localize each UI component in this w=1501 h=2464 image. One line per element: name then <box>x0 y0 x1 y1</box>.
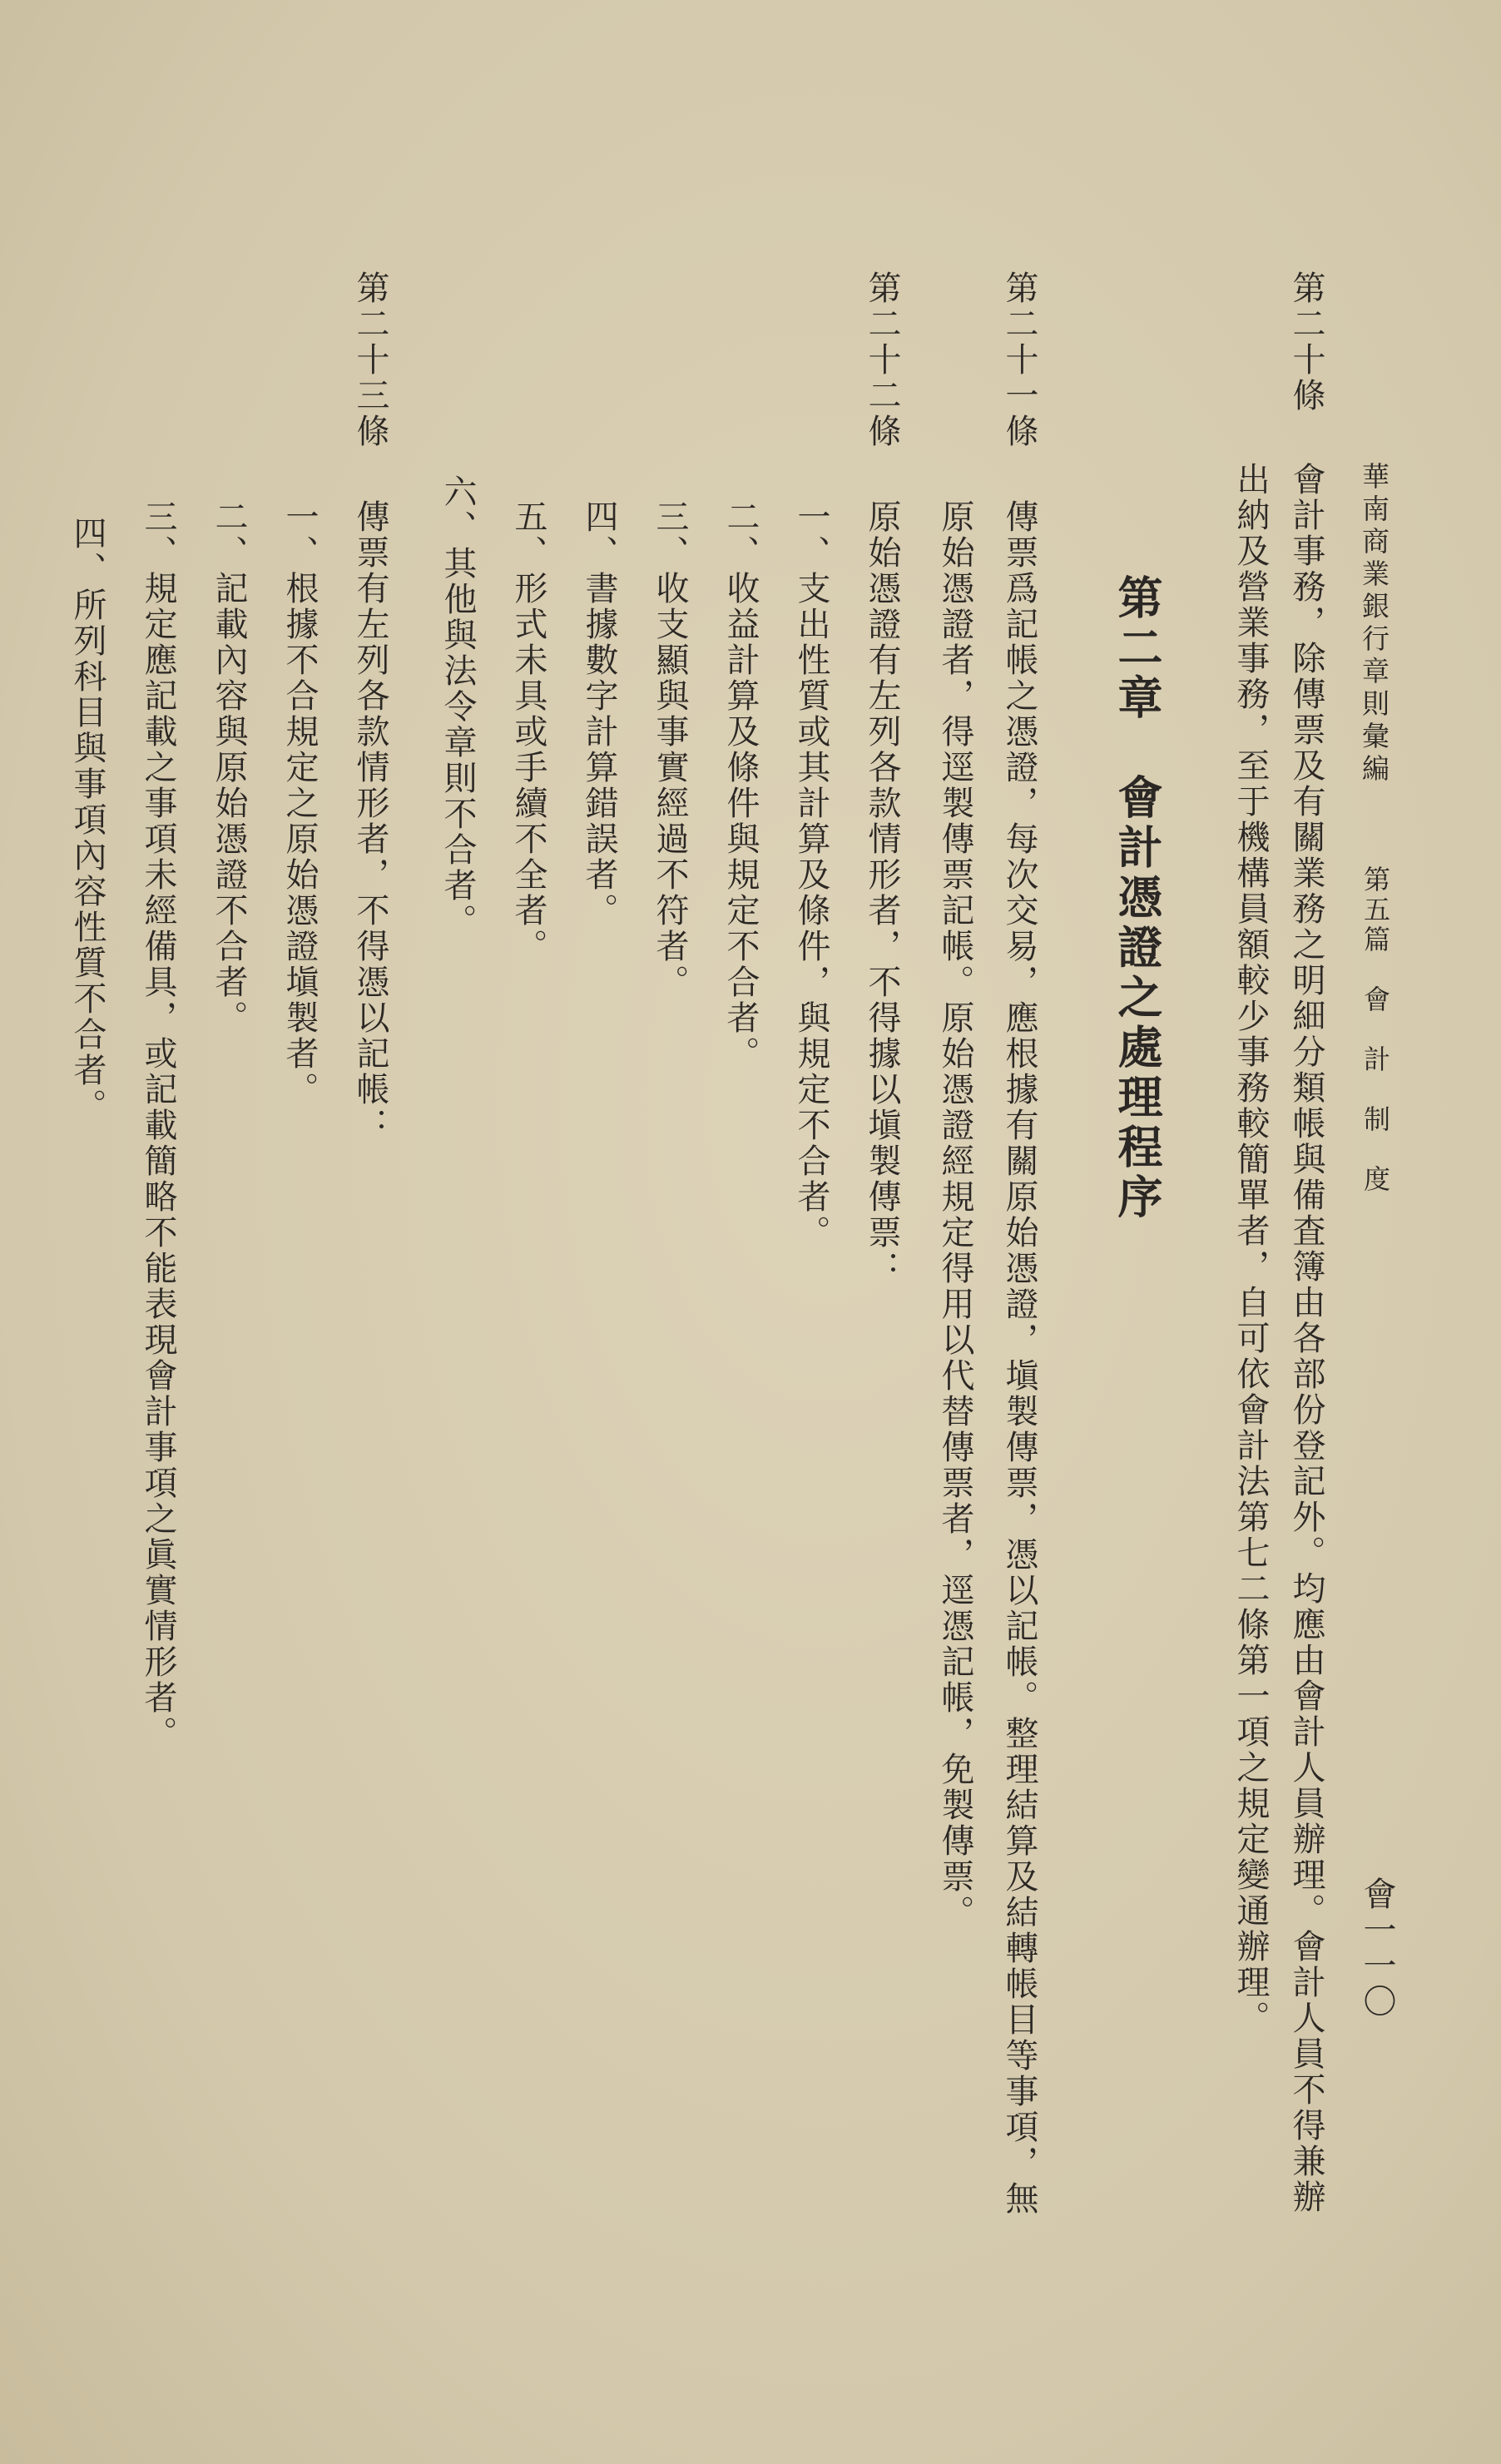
article-23-intro: 傳票有左列各款情形者，不得憑以記帳： <box>351 499 389 1143</box>
article-22-item-3: 三、收支顯與事實經過不符者。 <box>651 499 689 1000</box>
article-22-item-6: 六、其他與法令章則不合者。 <box>438 474 477 939</box>
article-21-label: 第二十一條 <box>1000 270 1038 449</box>
article-22-intro: 原始憑證有左列各款情形者，不得據以塡製傳票： <box>863 499 901 1287</box>
article-23-item-2: 二、記載內容與原始憑證不合者。 <box>210 499 248 1036</box>
article-22-label: 第二十二條 <box>863 270 901 449</box>
article-20-line-2: 出納及營業事務，至于機構員額較少事務較簡單者，自可依會計法第七二條第一項之規定變通辦理。 <box>1231 462 1270 2036</box>
article-23-item-3: 三、規定應記載之事項未經備具，或記載簡略不能表現會計事項之眞實情形者。 <box>139 499 177 1752</box>
book-title: 華南商業銀行章則彙編 <box>1358 462 1390 786</box>
article-22-item-1: 一、支出性質或其計算及條件，與規定不合者。 <box>792 499 830 1251</box>
page-number: 會一一〇 <box>1358 1877 1396 2020</box>
article-22-item-5: 五、形式未具或手續不全者。 <box>509 499 547 964</box>
section-title: 第五篇 會 計 制 度 <box>1360 865 1391 1195</box>
article-23-label: 第二十三條 <box>351 270 389 449</box>
article-21-line-1: 傳票爲記帳之憑證，每次交易，應根據有關原始憑證，塡製傳票，憑以記帳。整理結算及結轉帳目等事項，無 <box>1000 499 1038 2217</box>
article-21-line-2: 原始憑證者，得逕製傳票記帳。原始憑證經規定得用以代替傳票者，逕憑記帳，免製傳票。 <box>936 499 974 1931</box>
article-20-label: 第二十條 <box>1287 270 1325 414</box>
article-23-item-1: 一、根據不合規定之原始憑證塡製者。 <box>280 499 319 1108</box>
article-23-item-4: 四、所列科目與事項內容性質不合者。 <box>68 516 107 1124</box>
article-22-item-4: 四、書據數字計算錯誤者。 <box>580 499 618 929</box>
chapter-title: 第二章 會計憑證之處理程序 <box>1111 574 1164 1223</box>
article-22-item-2: 二、收益計算及條件與規定不合者。 <box>721 499 760 1072</box>
article-20-line-1: 會計事務，除傳票及有關業務之明細分類帳與備査簿由各部份登記外。均應由會計人員辦理。會計人員不得兼辦 <box>1287 462 1325 2215</box>
